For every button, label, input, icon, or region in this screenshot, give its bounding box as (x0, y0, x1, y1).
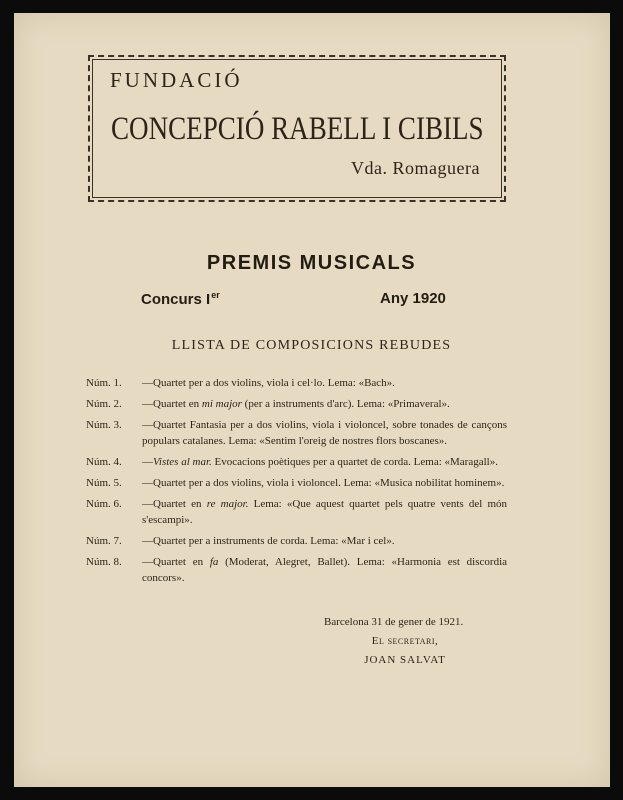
entry-text-pre: —Quartet per a dos violins, viola i violoncel. Lema: «Musica nobilitat hominem». (142, 477, 505, 489)
entry-number: Núm. 5. (86, 477, 122, 489)
entry-number: Núm. 4. (86, 456, 122, 468)
entry-text-pre: —Quartet en (142, 498, 207, 510)
signature-block (300, 613, 510, 670)
foundation-name: CONCEPCIÓ RABELL I CIBILS (111, 111, 484, 147)
contest-year: Any 1920 (380, 290, 446, 307)
list-heading: LLISTA DE COMPOSICIONS REBUDES (171, 338, 452, 353)
list-item (86, 417, 507, 449)
list-item (86, 396, 507, 412)
entry-text-post: (Moderat, Alegret, Ballet). Lema: «Harmonia est discordia concors». (142, 556, 508, 584)
list-item (86, 375, 507, 391)
entry-text-post: Evocacions poètiques per a quartet de corda. Lema: «Maragall». (211, 456, 498, 468)
entry-number: Núm. 7. (86, 535, 122, 547)
secretary-role: El secretari, (371, 635, 439, 647)
widow-name: Vda. Romaguera (351, 158, 480, 178)
contest-label (141, 290, 220, 308)
entry-text (142, 375, 507, 391)
entry-text (142, 496, 507, 528)
entry-number: Núm. 2. (86, 398, 122, 410)
entry-text-pre: —Quartet per a dos violins, viola i cel·lo. Lema: «Bach». (142, 377, 395, 389)
list-item (86, 496, 507, 528)
list-item (86, 454, 507, 470)
compositions-list (86, 375, 507, 591)
entry-text (142, 454, 507, 470)
entry-text-em: Vistes al mar. (153, 456, 212, 468)
entry-text-post: (per a instruments d'arc). Lema: «Primaveral». (241, 398, 450, 410)
entry-text (142, 475, 507, 491)
entry-text (142, 554, 507, 586)
entry-text-pre: —Quartet en (142, 398, 202, 410)
entry-text-pre: —Quartet Fantasia per a dos violins, viola i violoncel, sobre tonades de cançons populars catalanes. Lema: «Sentim l'oreig de nostres flors boscanes». (142, 419, 507, 447)
contest-label-text: Concurs I (141, 291, 211, 308)
entry-text-pre: —Quartet per a instruments de corda. Lema: «Mar i cel». (142, 535, 395, 547)
entry-text (142, 396, 507, 412)
entry-text-em: fa (209, 556, 219, 568)
entry-text-post: Lema: «Que aquest quartet pels quatre vents del món s'escampi». (142, 498, 507, 526)
document-title: PREMIS MUSICALS (206, 252, 417, 274)
entry-text-pre: —Quartet en (142, 556, 210, 568)
entry-text (142, 417, 507, 449)
place-date: Barcelona 31 de gener de 1921. (324, 616, 464, 628)
entry-text (142, 533, 507, 549)
list-item (86, 533, 507, 549)
entry-text-pre: — (142, 456, 153, 468)
list-item (86, 554, 507, 586)
entry-text-em: re major. (206, 498, 249, 510)
entry-number: Núm. 1. (86, 377, 122, 389)
foundation-label: FUNDACIÓ (110, 68, 243, 92)
entry-number: Núm. 3. (86, 419, 122, 431)
entry-number: Núm. 6. (86, 498, 122, 510)
entry-number: Núm. 8. (86, 556, 122, 568)
secretary-name: JOAN SALVAT (364, 654, 446, 666)
entry-text-em: mi major (201, 398, 242, 410)
contest-ordinal: er (211, 290, 220, 300)
list-item (86, 475, 507, 491)
